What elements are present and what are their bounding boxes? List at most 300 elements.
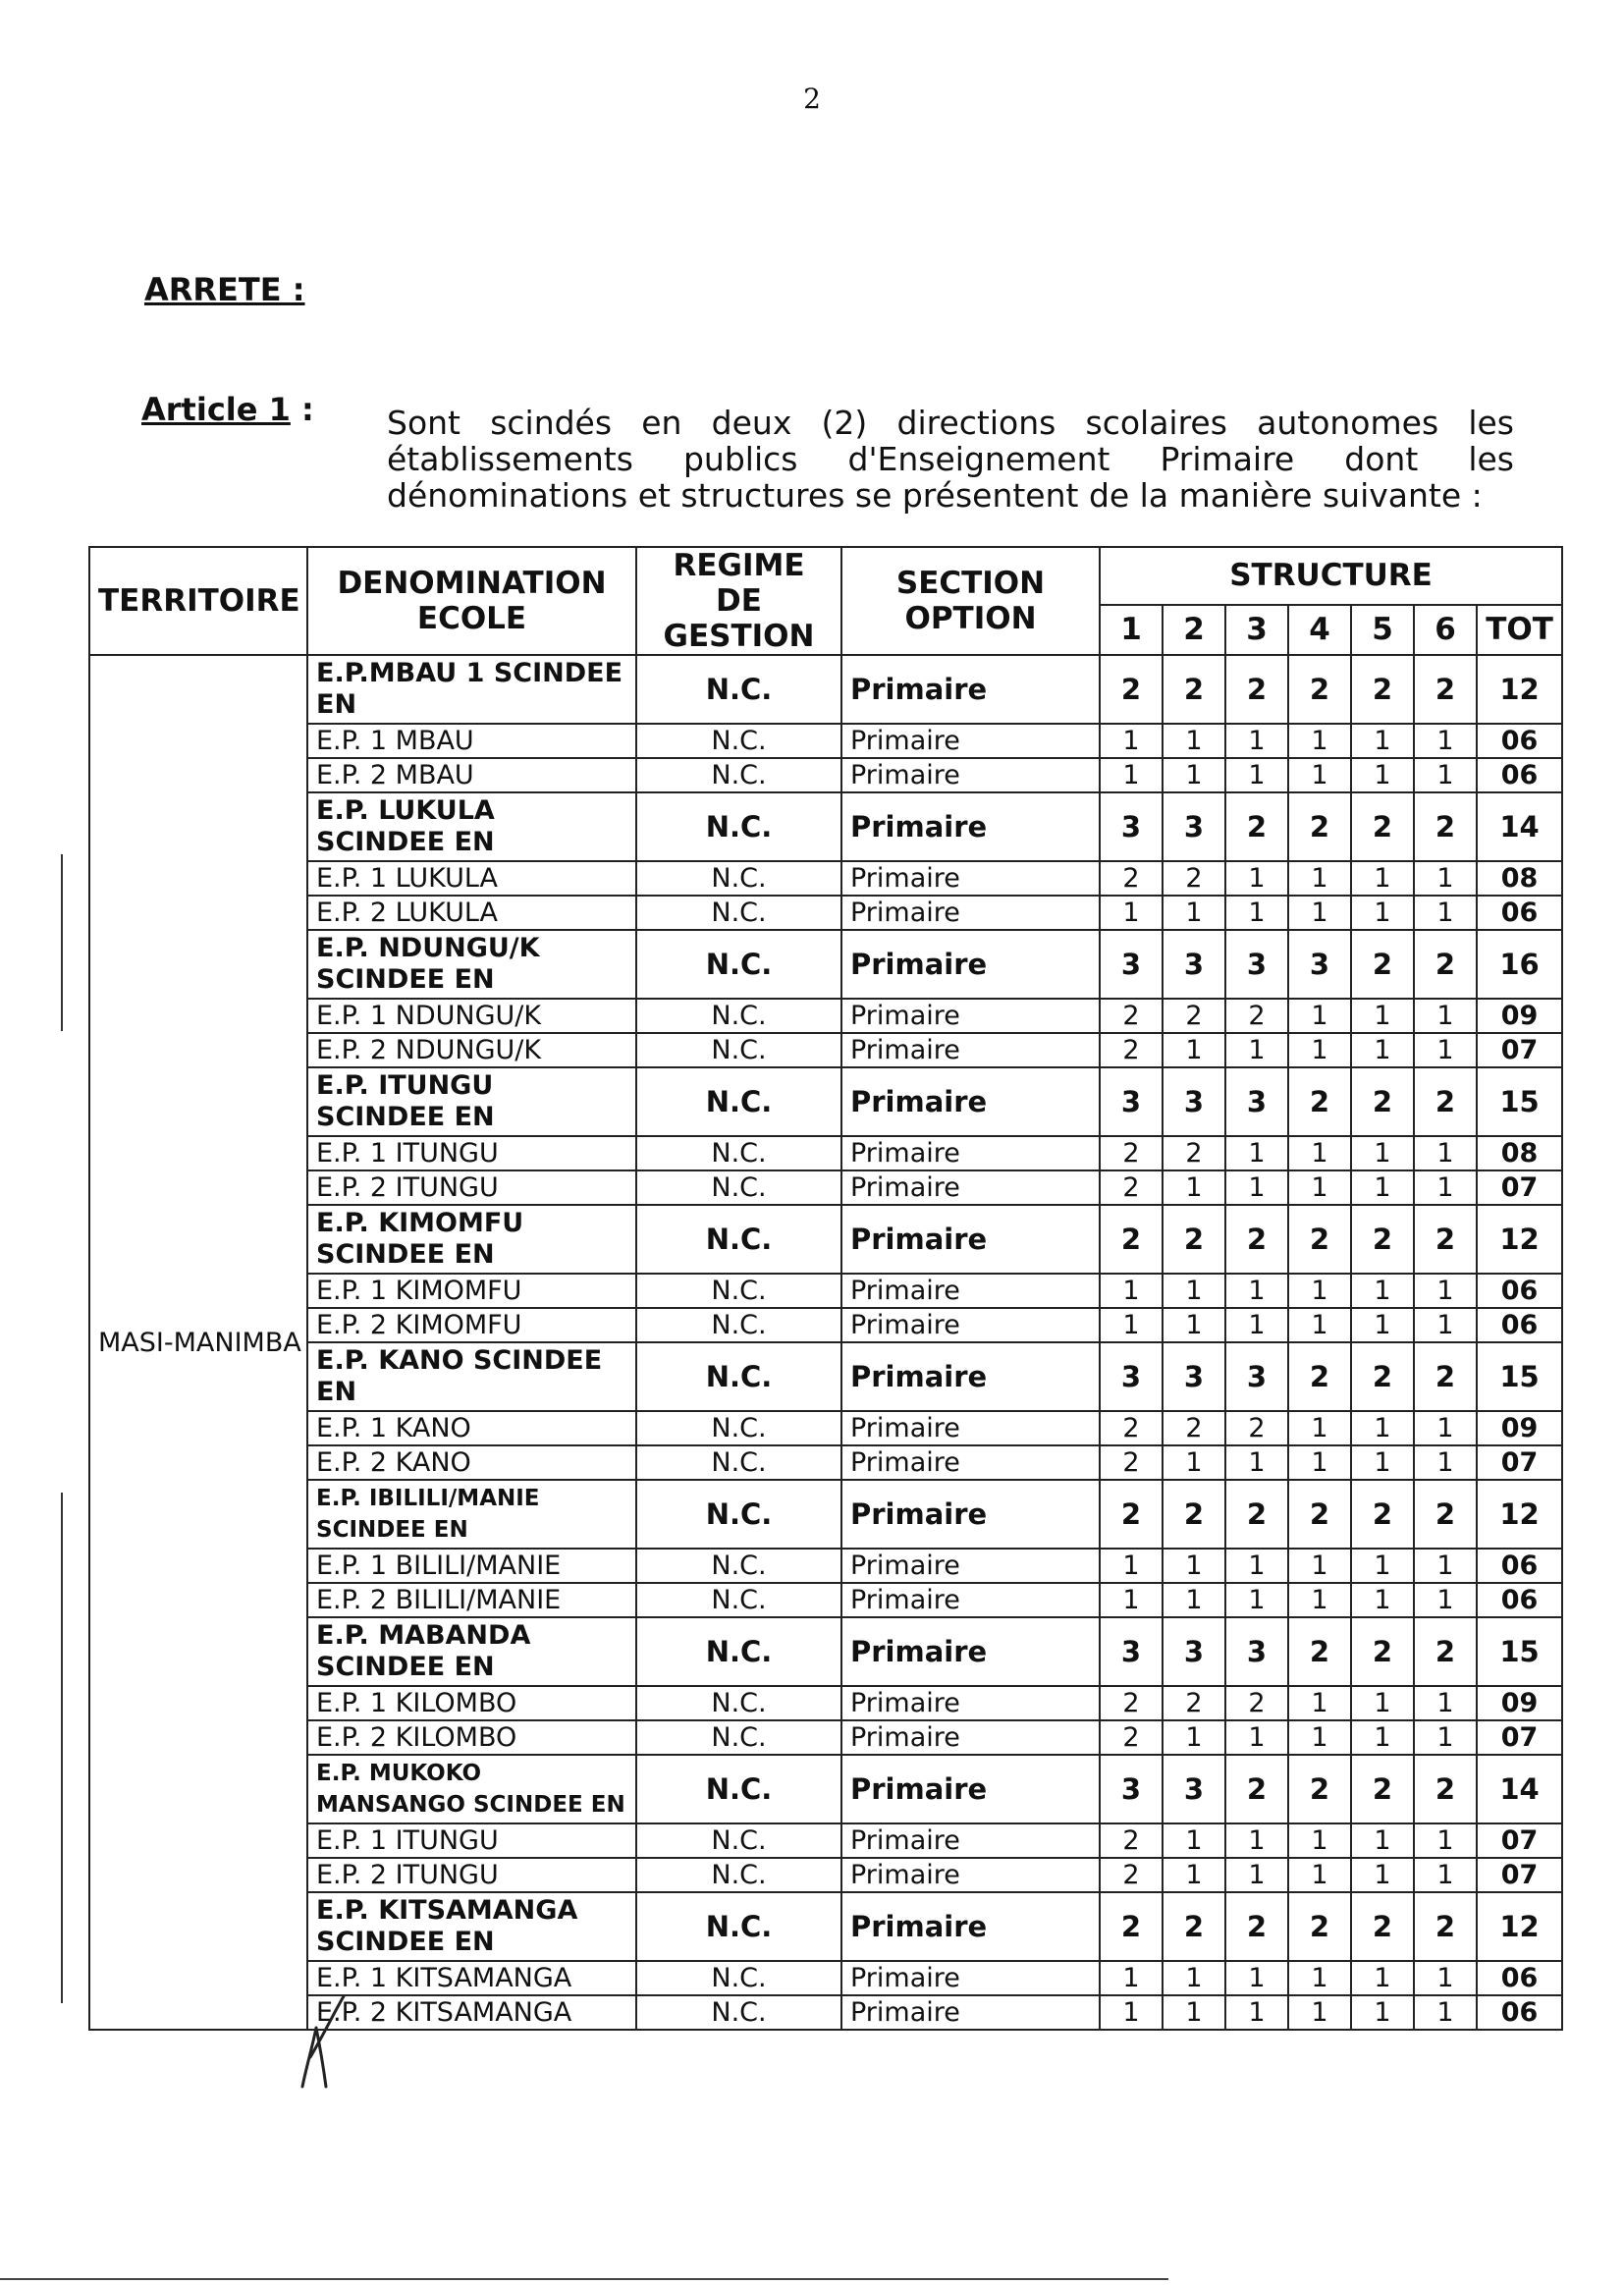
structure-value: 1 — [1225, 1274, 1288, 1308]
header-col-6: 6 — [1414, 605, 1477, 655]
structure-value: 1 — [1288, 1274, 1351, 1308]
structure-value: 1 — [1288, 1995, 1351, 2030]
structure-value: 1 — [1414, 1686, 1477, 1720]
regime-cell: N.C. — [636, 1549, 841, 1583]
structure-value: 3 — [1163, 1617, 1225, 1686]
structure-total: 12 — [1477, 1480, 1562, 1549]
structure-value: 2 — [1100, 999, 1163, 1033]
structure-total: 15 — [1477, 1342, 1562, 1411]
structure-value: 2 — [1100, 1686, 1163, 1720]
regime-cell: N.C. — [636, 1136, 841, 1170]
structure-value: 2 — [1351, 1892, 1414, 1961]
structure-value: 2 — [1100, 655, 1163, 724]
structure-value: 3 — [1100, 1755, 1163, 1823]
regime-cell: N.C. — [636, 1411, 841, 1445]
header-col-3: 3 — [1225, 605, 1288, 655]
article-label — [141, 391, 314, 428]
regime-cell: N.C. — [636, 1583, 841, 1617]
section-cell: Primaire — [841, 1583, 1100, 1617]
regime-cell: N.C. — [636, 1858, 841, 1892]
structure-value: 1 — [1414, 1961, 1477, 1995]
section-cell: Primaire — [841, 1995, 1100, 2030]
structure-value: 1 — [1225, 724, 1288, 758]
structure-value: 1 — [1288, 1961, 1351, 1995]
school-name: E.P. 1 KITSAMANGA — [307, 1961, 636, 1995]
table-row-school-split — [89, 1480, 1562, 1549]
structure-total: 15 — [1477, 1067, 1562, 1136]
regime-cell: N.C. — [636, 1720, 841, 1755]
structure-value: 1 — [1351, 1686, 1414, 1720]
structure-value: 1 — [1288, 1308, 1351, 1342]
structure-value: 1 — [1414, 1033, 1477, 1067]
structure-value: 1 — [1351, 1308, 1414, 1342]
structure-value: 2 — [1351, 1205, 1414, 1274]
structure-value: 2 — [1163, 655, 1225, 724]
article-label-text: Article 1 — [141, 391, 291, 428]
structure-value: 2 — [1414, 1480, 1477, 1549]
structure-total: 12 — [1477, 1892, 1562, 1961]
table-row-school — [89, 1858, 1562, 1892]
structure-total: 07 — [1477, 1033, 1562, 1067]
section-cell: Primaire — [841, 1686, 1100, 1720]
structure-value: 2 — [1163, 1411, 1225, 1445]
structure-total: 07 — [1477, 1823, 1562, 1858]
structure-value: 2 — [1225, 1205, 1288, 1274]
structure-total: 14 — [1477, 792, 1562, 861]
structure-total: 06 — [1477, 1308, 1562, 1342]
structure-value: 2 — [1288, 1617, 1351, 1686]
regime-cell: N.C. — [636, 1892, 841, 1961]
structure-value: 2 — [1225, 792, 1288, 861]
structure-value: 2 — [1414, 655, 1477, 724]
structure-value: 1 — [1414, 1445, 1477, 1480]
decree-heading: ARRETE : — [144, 271, 305, 308]
school-name: E.P. 2 ITUNGU — [307, 1858, 636, 1892]
school-name: E.P. 2 NDUNGU/K — [307, 1033, 636, 1067]
structure-value: 3 — [1225, 930, 1288, 999]
structure-value: 1 — [1414, 758, 1477, 792]
section-cell: Primaire — [841, 1549, 1100, 1583]
regime-cell: N.C. — [636, 930, 841, 999]
table-row-school — [89, 1583, 1562, 1617]
structure-value: 1 — [1351, 1995, 1414, 2030]
structure-value: 3 — [1225, 1067, 1288, 1136]
section-cell: Primaire — [841, 999, 1100, 1033]
structure-value: 1 — [1288, 1823, 1351, 1858]
structure-value: 1 — [1163, 1445, 1225, 1480]
structure-value: 2 — [1414, 930, 1477, 999]
structure-total: 07 — [1477, 1858, 1562, 1892]
school-name: E.P. 1 KIMOMFU — [307, 1274, 636, 1308]
table-row-school-split — [89, 1892, 1562, 1961]
structure-value: 1 — [1100, 896, 1163, 930]
school-name: E.P. 2 KIMOMFU — [307, 1308, 636, 1342]
section-cell: Primaire — [841, 1308, 1100, 1342]
structure-value: 2 — [1414, 1067, 1477, 1136]
table-row-school-split — [89, 792, 1562, 861]
structure-value: 3 — [1100, 1617, 1163, 1686]
table-row-school — [89, 1720, 1562, 1755]
school-name: E.P.MBAU 1 SCINDEE EN — [307, 655, 636, 724]
structure-value: 2 — [1100, 1823, 1163, 1858]
structure-value: 1 — [1163, 896, 1225, 930]
regime-cell: N.C. — [636, 1617, 841, 1686]
section-cell: Primaire — [841, 1858, 1100, 1892]
structure-value: 1 — [1288, 1720, 1351, 1755]
structure-total: 08 — [1477, 861, 1562, 896]
regime-cell: N.C. — [636, 758, 841, 792]
structure-value: 2 — [1414, 792, 1477, 861]
structure-value: 1 — [1288, 1549, 1351, 1583]
structure-value: 1 — [1163, 1308, 1225, 1342]
regime-cell: N.C. — [636, 792, 841, 861]
section-cell: Primaire — [841, 1342, 1100, 1411]
structure-value: 2 — [1351, 1755, 1414, 1823]
structure-value: 1 — [1414, 1995, 1477, 2030]
regime-cell: N.C. — [636, 1033, 841, 1067]
structure-value: 1 — [1225, 1445, 1288, 1480]
structure-value: 1 — [1351, 1136, 1414, 1170]
structure-value: 2 — [1163, 861, 1225, 896]
school-name: E.P. 1 KANO — [307, 1411, 636, 1445]
structure-value: 2 — [1100, 1136, 1163, 1170]
structure-value: 2 — [1100, 1480, 1163, 1549]
structure-value: 2 — [1288, 1342, 1351, 1411]
table-row-school — [89, 758, 1562, 792]
structure-value: 1 — [1225, 1033, 1288, 1067]
regime-cell: N.C. — [636, 896, 841, 930]
structure-value: 1 — [1288, 1686, 1351, 1720]
section-cell: Primaire — [841, 655, 1100, 724]
school-name: E.P. 1 ITUNGU — [307, 1136, 636, 1170]
structure-value: 1 — [1225, 1136, 1288, 1170]
structure-value: 2 — [1414, 1755, 1477, 1823]
structure-value: 2 — [1225, 999, 1288, 1033]
section-cell: Primaire — [841, 758, 1100, 792]
section-cell: Primaire — [841, 1755, 1100, 1823]
structure-total: 06 — [1477, 758, 1562, 792]
structure-value: 2 — [1288, 655, 1351, 724]
structure-total: 06 — [1477, 1961, 1562, 1995]
school-name: E.P. 1 NDUNGU/K — [307, 999, 636, 1033]
structure-value: 3 — [1100, 792, 1163, 861]
regime-cell: N.C. — [636, 655, 841, 724]
structure-value: 1 — [1225, 1170, 1288, 1205]
structure-value: 1 — [1225, 861, 1288, 896]
structure-value: 2 — [1100, 861, 1163, 896]
section-cell: Primaire — [841, 1480, 1100, 1549]
structure-value: 2 — [1163, 1892, 1225, 1961]
structure-value: 1 — [1414, 1549, 1477, 1583]
structure-total: 06 — [1477, 1274, 1562, 1308]
structure-value: 1 — [1414, 1170, 1477, 1205]
structure-value: 1 — [1414, 1274, 1477, 1308]
structure-value: 2 — [1225, 1755, 1288, 1823]
regime-cell: N.C. — [636, 1308, 841, 1342]
school-name: E.P. NDUNGU/K SCINDEE EN — [307, 930, 636, 999]
table-row-school — [89, 1823, 1562, 1858]
section-cell: Primaire — [841, 724, 1100, 758]
structure-value: 1 — [1163, 1033, 1225, 1067]
structure-value: 3 — [1100, 930, 1163, 999]
table-row-school-split — [89, 655, 1562, 724]
structure-value: 2 — [1288, 1892, 1351, 1961]
structure-value: 1 — [1351, 1720, 1414, 1755]
structure-value: 2 — [1100, 1170, 1163, 1205]
structure-value: 3 — [1163, 792, 1225, 861]
structure-value: 1 — [1351, 861, 1414, 896]
structure-total: 07 — [1477, 1445, 1562, 1480]
structure-value: 1 — [1100, 1274, 1163, 1308]
schools-table — [88, 546, 1563, 2031]
regime-cell: N.C. — [636, 1205, 841, 1274]
structure-value: 2 — [1100, 1892, 1163, 1961]
structure-value: 1 — [1288, 1583, 1351, 1617]
structure-value: 3 — [1225, 1342, 1288, 1411]
structure-value: 3 — [1100, 1067, 1163, 1136]
structure-value: 1 — [1414, 1308, 1477, 1342]
regime-cell: N.C. — [636, 1686, 841, 1720]
structure-value: 1 — [1414, 861, 1477, 896]
structure-value: 1 — [1163, 1274, 1225, 1308]
structure-value: 2 — [1225, 655, 1288, 724]
structure-total: 12 — [1477, 655, 1562, 724]
structure-value: 1 — [1225, 1308, 1288, 1342]
school-name: E.P. KIMOMFU SCINDEE EN — [307, 1205, 636, 1274]
table-row-school — [89, 724, 1562, 758]
structure-value: 1 — [1351, 1411, 1414, 1445]
structure-value: 1 — [1288, 724, 1351, 758]
structure-value: 1 — [1163, 1583, 1225, 1617]
signature-mark — [293, 1988, 352, 2096]
section-cell: Primaire — [841, 1823, 1100, 1858]
structure-value: 2 — [1163, 1136, 1225, 1170]
school-name: E.P. LUKULA SCINDEE EN — [307, 792, 636, 861]
structure-total: 08 — [1477, 1136, 1562, 1170]
section-cell: Primaire — [841, 1445, 1100, 1480]
section-cell: Primaire — [841, 1205, 1100, 1274]
school-name: E.P. ITUNGU SCINDEE EN — [307, 1067, 636, 1136]
school-name: E.P. 1 LUKULA — [307, 861, 636, 896]
structure-value: 1 — [1351, 896, 1414, 930]
structure-value: 1 — [1414, 999, 1477, 1033]
section-cell: Primaire — [841, 1892, 1100, 1961]
table-row-school — [89, 1136, 1562, 1170]
structure-value: 2 — [1163, 1480, 1225, 1549]
structure-value: 1 — [1288, 1170, 1351, 1205]
table-row-school — [89, 1411, 1562, 1445]
structure-total: 06 — [1477, 896, 1562, 930]
structure-value: 1 — [1288, 896, 1351, 930]
structure-value: 1 — [1351, 758, 1414, 792]
structure-value: 1 — [1414, 724, 1477, 758]
regime-cell: N.C. — [636, 1961, 841, 1995]
margin-bracket-lower — [61, 1493, 63, 2003]
structure-value: 1 — [1163, 1720, 1225, 1755]
header-row-top — [89, 547, 1562, 605]
section-cell: Primaire — [841, 1067, 1100, 1136]
header-col-total: TOT — [1477, 605, 1562, 655]
structure-total: 06 — [1477, 1583, 1562, 1617]
school-name: E.P. MABANDA SCINDEE EN — [307, 1617, 636, 1686]
structure-value: 1 — [1163, 724, 1225, 758]
regime-cell: N.C. — [636, 1755, 841, 1823]
regime-cell: N.C. — [636, 724, 841, 758]
table-row-school — [89, 1033, 1562, 1067]
structure-value: 2 — [1100, 1445, 1163, 1480]
margin-bracket-upper — [61, 854, 63, 1031]
structure-value: 1 — [1288, 1411, 1351, 1445]
structure-value: 1 — [1100, 1308, 1163, 1342]
structure-value: 1 — [1288, 861, 1351, 896]
structure-value: 2 — [1100, 1858, 1163, 1892]
structure-value: 1 — [1100, 758, 1163, 792]
structure-total: 06 — [1477, 1549, 1562, 1583]
structure-value: 2 — [1351, 655, 1414, 724]
regime-cell: N.C. — [636, 861, 841, 896]
structure-value: 3 — [1288, 930, 1351, 999]
regime-cell: N.C. — [636, 1274, 841, 1308]
header-col-1: 1 — [1100, 605, 1163, 655]
structure-value: 1 — [1225, 1583, 1288, 1617]
school-name: E.P. 1 ITUNGU — [307, 1823, 636, 1858]
structure-value: 3 — [1100, 1342, 1163, 1411]
structure-value: 2 — [1163, 999, 1225, 1033]
section-cell: Primaire — [841, 1720, 1100, 1755]
school-name: E.P. 2 MBAU — [307, 758, 636, 792]
structure-value: 1 — [1225, 1823, 1288, 1858]
section-cell: Primaire — [841, 1617, 1100, 1686]
school-name: E.P. 2 KANO — [307, 1445, 636, 1480]
table-row-school — [89, 1549, 1562, 1583]
structure-value: 1 — [1163, 758, 1225, 792]
structure-value: 2 — [1100, 1205, 1163, 1274]
structure-value: 2 — [1288, 1205, 1351, 1274]
structure-value: 2 — [1100, 1411, 1163, 1445]
school-name: E.P. 2 KITSAMANGA — [307, 1995, 636, 2030]
section-cell: Primaire — [841, 1274, 1100, 1308]
header-denomination: DENOMINATION ECOLE — [307, 547, 636, 655]
structure-value: 1 — [1351, 1274, 1414, 1308]
structure-value: 2 — [1351, 1067, 1414, 1136]
table-row-school-split — [89, 1205, 1562, 1274]
regime-cell: N.C. — [636, 1445, 841, 1480]
structure-total: 15 — [1477, 1617, 1562, 1686]
school-name: E.P. 2 KILOMBO — [307, 1720, 636, 1755]
structure-value: 1 — [1163, 1961, 1225, 1995]
structure-total: 09 — [1477, 1411, 1562, 1445]
structure-value: 2 — [1288, 1067, 1351, 1136]
article-label-colon: : — [290, 391, 314, 428]
structure-value: 2 — [1351, 930, 1414, 999]
structure-total: 07 — [1477, 1720, 1562, 1755]
structure-value: 1 — [1163, 1995, 1225, 2030]
table-row-school — [89, 896, 1562, 930]
structure-value: 1 — [1288, 1445, 1351, 1480]
structure-value: 3 — [1225, 1617, 1288, 1686]
structure-value: 1 — [1351, 1170, 1414, 1205]
structure-value: 1 — [1414, 1136, 1477, 1170]
school-name: E.P. KANO SCINDEE EN — [307, 1342, 636, 1411]
structure-value: 3 — [1163, 1342, 1225, 1411]
table-row-school — [89, 1274, 1562, 1308]
bottom-rule — [0, 2278, 1168, 2280]
table-row-school-split — [89, 1755, 1562, 1823]
header-col-2: 2 — [1163, 605, 1225, 655]
table-row-school — [89, 1445, 1562, 1480]
school-name: E.P. MUKOKO MANSANGO SCINDEE EN — [307, 1755, 636, 1823]
header-territoire: TERRITOIRE — [89, 547, 307, 655]
structure-value: 2 — [1100, 1033, 1163, 1067]
structure-value: 1 — [1414, 896, 1477, 930]
structure-value: 1 — [1414, 1720, 1477, 1755]
table-body — [89, 655, 1562, 2030]
structure-value: 2 — [1351, 1480, 1414, 1549]
structure-value: 2 — [1225, 1892, 1288, 1961]
section-cell: Primaire — [841, 930, 1100, 999]
structure-value: 1 — [1351, 999, 1414, 1033]
structure-total: 09 — [1477, 1686, 1562, 1720]
section-cell: Primaire — [841, 1136, 1100, 1170]
structure-value: 2 — [1100, 1720, 1163, 1755]
structure-value: 1 — [1100, 724, 1163, 758]
header-col-5: 5 — [1351, 605, 1414, 655]
structure-value: 1 — [1163, 1823, 1225, 1858]
regime-cell: N.C. — [636, 1170, 841, 1205]
table-row-school-split — [89, 1342, 1562, 1411]
school-name: E.P. 2 BILILI/MANIE — [307, 1583, 636, 1617]
structure-value: 2 — [1225, 1480, 1288, 1549]
structure-value: 1 — [1414, 1858, 1477, 1892]
structure-value: 1 — [1351, 1549, 1414, 1583]
section-cell: Primaire — [841, 792, 1100, 861]
structure-value: 1 — [1288, 999, 1351, 1033]
structure-value: 1 — [1414, 1411, 1477, 1445]
structure-total: 06 — [1477, 1995, 1562, 2030]
structure-value: 2 — [1351, 1342, 1414, 1411]
structure-total: 16 — [1477, 930, 1562, 999]
structure-value: 1 — [1414, 1583, 1477, 1617]
regime-cell: N.C. — [636, 1067, 841, 1136]
structure-value: 1 — [1225, 1961, 1288, 1995]
header-regime: REGIME DE GESTION — [636, 547, 841, 655]
structure-value: 1 — [1414, 1823, 1477, 1858]
structure-value: 1 — [1288, 1033, 1351, 1067]
structure-value: 2 — [1414, 1205, 1477, 1274]
article-text: Sont scindés en deux (2) directions scolaires autonomes les établissements publics d'Enseignement Primaire dont les dénominations et structures se présentent de la manière suivante : — [387, 404, 1514, 515]
structure-value: 2 — [1414, 1892, 1477, 1961]
structure-value: 1 — [1351, 1823, 1414, 1858]
structure-value: 3 — [1163, 1755, 1225, 1823]
territoire-cell: MASI-MANIMBA — [89, 655, 307, 2030]
regime-cell: N.C. — [636, 1995, 841, 2030]
structure-value: 1 — [1100, 1961, 1163, 1995]
regime-cell: N.C. — [636, 1823, 841, 1858]
section-cell: Primaire — [841, 896, 1100, 930]
structure-value: 1 — [1225, 896, 1288, 930]
structure-value: 1 — [1351, 724, 1414, 758]
structure-value: 2 — [1163, 1686, 1225, 1720]
structure-total: 07 — [1477, 1170, 1562, 1205]
structure-value: 3 — [1163, 1067, 1225, 1136]
table-row-school — [89, 1686, 1562, 1720]
structure-total: 12 — [1477, 1205, 1562, 1274]
structure-value: 1 — [1351, 1033, 1414, 1067]
structure-value: 3 — [1163, 930, 1225, 999]
structure-value: 1 — [1225, 1720, 1288, 1755]
structure-value: 2 — [1288, 1755, 1351, 1823]
section-cell: Primaire — [841, 1961, 1100, 1995]
